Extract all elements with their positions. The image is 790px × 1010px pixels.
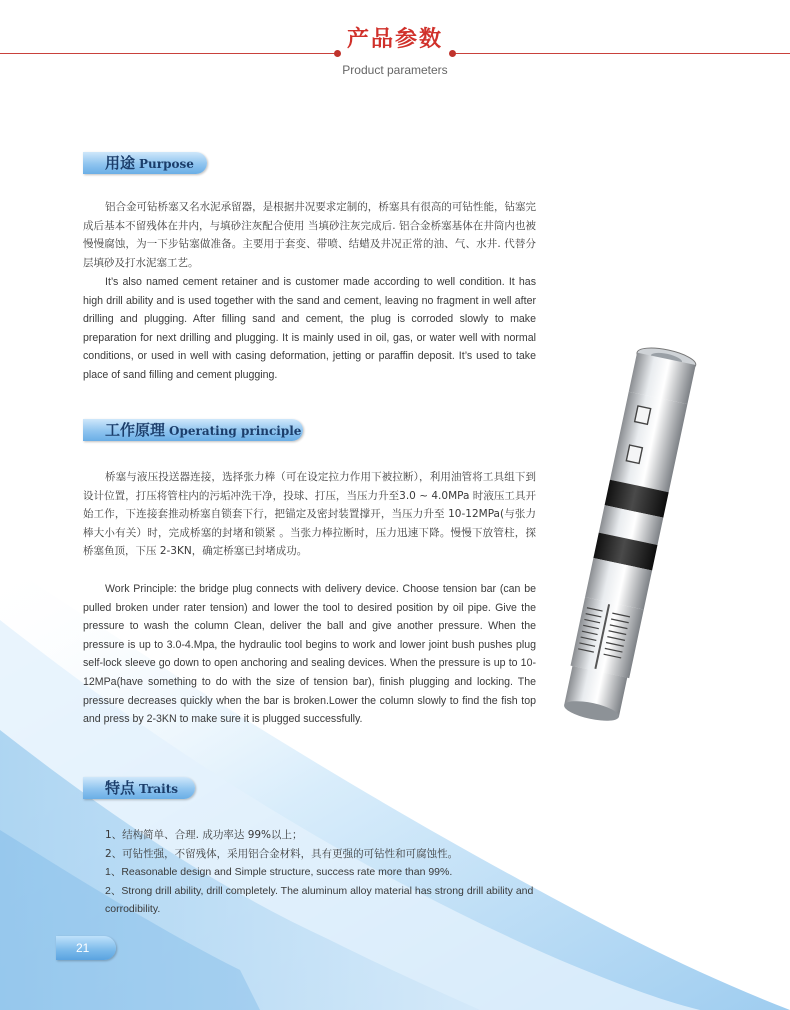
principle-title-cn: 工作原理 — [105, 421, 166, 439]
principle-title-en: Operating principle — [169, 424, 302, 438]
page-title: 产品参数 — [346, 27, 443, 52]
principle-text-en: Work Principle: the bridge plug connects with delivery device. Choose tension bar (can be pulled broken under rater tension) and lower the tool to desired position by oil pipe. Give the pressure to wash the column Clean, deliver the ball and give another pressure. When the pressure is up to 3.0-4.Mpa, the hydraulic tool begins to work and lower joint bush pushes plug self-lock sleeve go down to open anchoring and sealing devices. When the pressure is up to 10-12MPa(have something to do with the size of tension bar), finish plugging and locking. The pressure decreases quickly when the bar is broken.Lower the column slowly to find the fish top and press by 2-3KN to make sure it is plugged successfully. — [83, 583, 536, 726]
page-number-tab — [56, 936, 116, 960]
purpose-text-cn: 铝合金可钻桥塞又名水泥承留器，是根据井况要求定制的，桥塞具有很高的可钻性能，钻塞完成后基本不留残体在井内，与填砂注灰配合使用 当填砂注灰完成后. 铝合金桥塞基体在井筒内也被慢慢腐蚀，为一下步钻塞做准备。主要用于套变、带喷、结蜡及井况正常的油、气、水井. 代替分层填砂及打水泥塞工艺。 — [83, 201, 536, 269]
purpose-text-en: It’s also named cement retainer and is customer made according to well condition. It has high drill ability and is used together with the sand and cement, leaving no fragment in well after drilling and plugging. After filling sand and cement, the plug is corroded slowly to make preparation for next drilling and plugging. It is mainly used in oil, gas, or water well with normal conditions, or used in well with casing deformation, jetting or paraffin deposit. It’s used to take place of sand filling and cement plugging. — [83, 276, 536, 381]
section-tab-principle — [83, 419, 303, 441]
bridge-plug-illustration — [560, 335, 700, 725]
trait-item: 2、Strong drill ability, drill completely. The aluminum alloy material has strong drill ability and corrodibility. — [105, 884, 534, 916]
principle-text-cn-block — [83, 468, 536, 561]
trait-item: 2、可钻性强，不留残体，采用铝合金材料，具有更强的可钻性和可腐蚀性。 — [105, 847, 459, 860]
purpose-text-cn-block — [83, 198, 536, 272]
traits-list — [83, 826, 536, 919]
traits-title-cn: 特点 — [105, 779, 136, 797]
principle-text-en-block — [83, 580, 536, 729]
header-rule-right — [452, 53, 790, 54]
traits-title-en: Traits — [139, 782, 179, 796]
page-number: 21 — [76, 941, 90, 955]
page-subtitle: Product parameters — [342, 63, 448, 77]
trait-item: 1、结构简单、合理. 成功率达 99%以上； — [105, 829, 303, 841]
purpose-title-en: Purpose — [139, 157, 194, 171]
section-tab-traits — [83, 777, 195, 799]
trait-item: 1、Reasonable design and Simple structure, success rate more than 99%. — [105, 866, 453, 879]
header-rule-left — [0, 53, 338, 54]
purpose-title-cn: 用途 — [105, 154, 136, 172]
principle-text-cn: 桥塞与液压投送器连接，选择张力棒（可在设定拉力作用下被拉断），利用油管将工具组下到设计位置，打压将管柱内的污垢冲洗干净，投球、打压，当压力升至3.0 ~ 4.0MPa 时液压工具开始工作，下连接套推动桥塞自锁套下行，把锚定及密封装置撑开，当压力升至 10-12MPa(与张力棒大小有关）时，完成桥塞的封堵和锁紧 。当张力棒拉断时，压力迅速下降。慢慢下放管柱，探桥塞鱼顶，下压 2-3KN，确定桥塞已封堵成功。 — [83, 471, 536, 558]
purpose-text-en-block — [83, 273, 536, 385]
section-tab-purpose — [83, 152, 207, 174]
